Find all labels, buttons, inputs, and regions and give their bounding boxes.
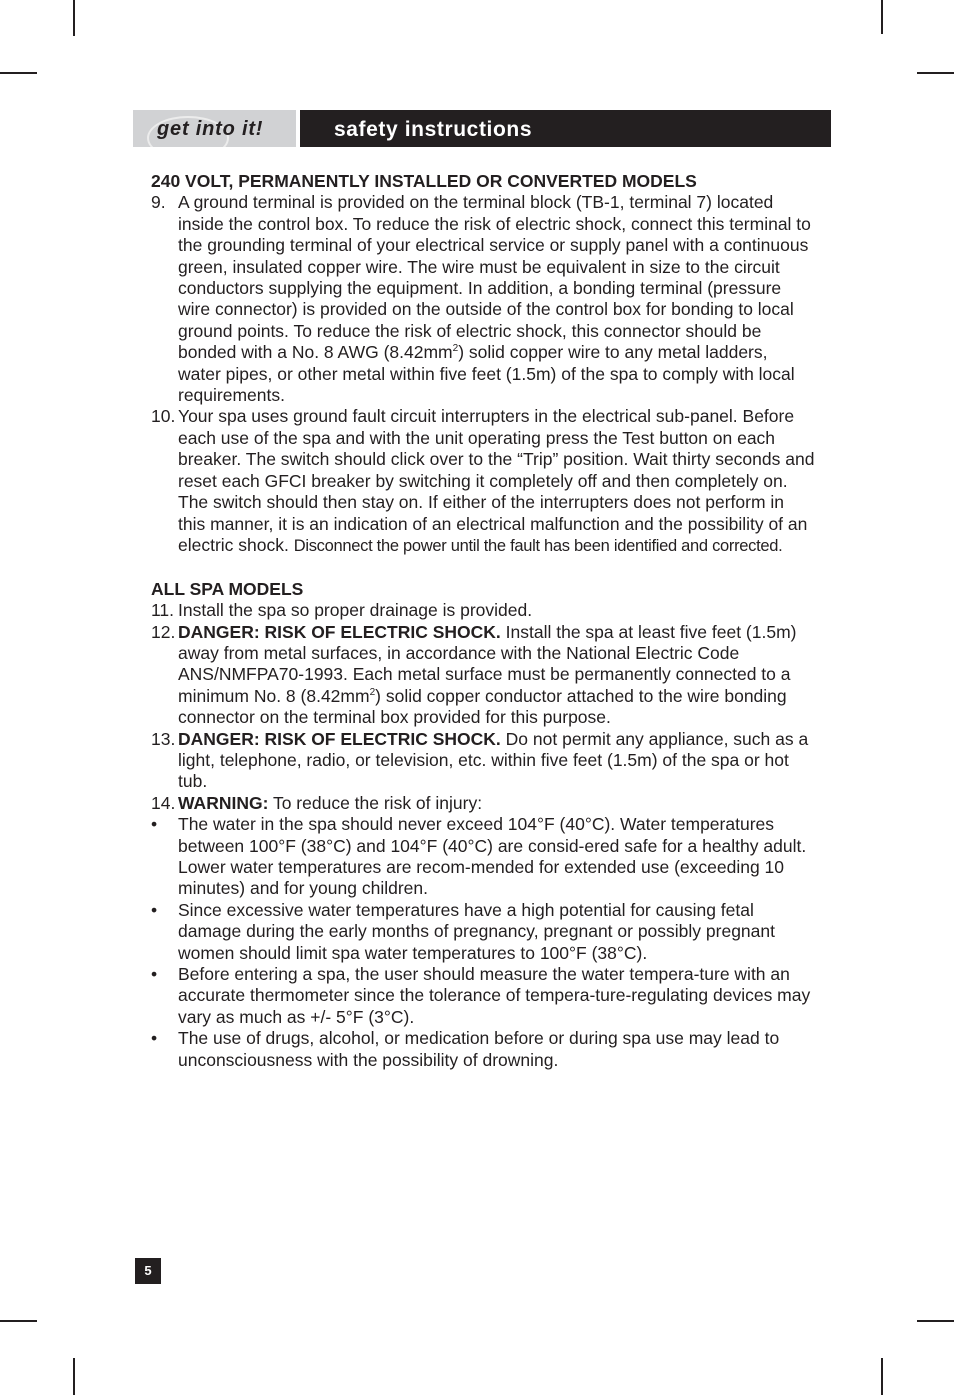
page-header [133,110,831,147]
section-heading-240v: 240 VOLT, PERMANENTLY INSTALLED OR CONVERTED MODELS [151,171,697,191]
item-text: Your spa uses ground fault circuit interrupters in the electrical sub-panel. Before each use of the spa and with the unit operating press the Test button on each breaker. The switch should click over to the “Trip” position. Wait thirty seconds and reset each GFCI breaker by switching it completely off and then completely on. The switch should then stay on. If either of the interrupters does not perform in this manner, it is an indication of an electrical malfunction and the possibility of an electric shock. [178,406,815,555]
item-number: 11. [151,600,175,621]
bullet-icon: • [151,1028,158,1049]
bullet-text: Since excessive water temperatures have a high potential for causing fetal damage during the early months of pregnancy, pregnant or possibly pregnant women should limit spa water temperatures to 100°F (38°C). [178,899,775,963]
list-item-14 [151,793,815,814]
item-number: 9. [151,192,166,213]
bullet-text: The use of drugs, alcohol, or medication before or during spa use may lead to unconsciousness with the possibility of drowning. [178,1028,780,1070]
item-text: Install the spa at least five feet (1.5m) away from metal surfaces, in accordance with the National Electric Code ANS/NMFPA70-1993. Each metal surface must be permanently connected to a minimum No. 8 (8.42mm [178,621,797,706]
section-heading-all-models: ALL SPA MODELS [151,578,304,599]
list-item-13 [151,729,815,793]
crop-mark [881,0,883,34]
item-number: 12. [151,621,176,642]
item-number: 10. [151,406,176,427]
header-tag [133,110,296,147]
crop-mark [73,0,75,36]
crop-mark [0,72,37,74]
superscript: 2 [452,343,459,355]
bullet-item [151,814,815,900]
document-body [151,171,815,1071]
danger-label: DANGER: RISK OF ELECTRIC SHOCK. [178,621,501,642]
item-text: ) solid copper wire to any metal ladders, water pipes, or other metal within five feet (1.5m) of the spa to comply with local requirements. [178,342,795,406]
header-tag-text: get into it! [157,118,264,140]
bullet-icon: • [151,814,158,835]
bullet-item [151,964,815,1028]
bullet-text: Before entering a spa, the user should measure the water tempera-ture with an accurate thermometer since the tolerance of tempera-ture-regulating devices may vary as much as +/- 5°F (3°C). [178,964,811,1027]
bullet-icon: • [151,964,158,985]
item-text: Do not permit any appliance, such as a light, telephone, radio, or television, etc. within five feet (1.5m) of the spa or hot tub. [178,728,809,792]
crop-mark [917,72,954,74]
crop-mark [917,1320,954,1322]
warning-label: WARNING: [178,792,269,813]
item-text: A ground terminal is provided on the terminal block (TB-1, terminal 7) located inside the control box. To reduce the risk of electric shock, connect this terminal to the grounding terminal of your electrical service or supply panel with a continuous green, insulated copper wire. The wire must be equivalent in size to the circuit conductors supplying the equipment. In addition, a bonding terminal (pressure wire connector) is provided on the outside of the control box for bonding to local ground points. To reduce the risk of electric shock, this connector should be bonded with a No. 8 AWG (8.42mm [178,192,811,363]
item-text: ) solid copper conductor attached to the wire bonding connector on the terminal box provided for this purpose. [178,685,787,728]
page-title: safety instructions [334,118,533,141]
list-item-11 [151,600,815,621]
header-title-bar [300,110,831,147]
item-text-condensed: Disconnect the power until the fault has been identified and corrected. [293,536,783,555]
list-item-12 [151,622,815,729]
superscript: 2 [369,686,376,698]
bullet-icon: • [151,899,158,920]
danger-label: DANGER: RISK OF ELECTRIC SHOCK. [178,728,501,749]
list-item-9 [151,192,815,406]
page-number: 5 [135,1258,161,1284]
bullet-item [151,900,815,964]
bullet-text: The water in the spa should never exceed 104°F (40°C). Water temperatures between 100°F (38°C) and 104°F (40°C) are consid-ered safe for a healthy adult. Lower water temperatures are recom-mended for extended use (exceeding 10 minutes) and for young children. [178,814,807,899]
item-number: 14. [151,792,176,813]
crop-mark [881,1358,883,1395]
item-number: 13. [151,728,176,749]
list-item-10 [151,406,815,557]
crop-mark [0,1320,37,1322]
bullet-item [151,1028,815,1071]
item-text: Install the spa so proper drainage is provided. [178,600,533,621]
crop-mark [73,1358,75,1395]
item-text: To reduce the risk of injury: [268,792,483,813]
